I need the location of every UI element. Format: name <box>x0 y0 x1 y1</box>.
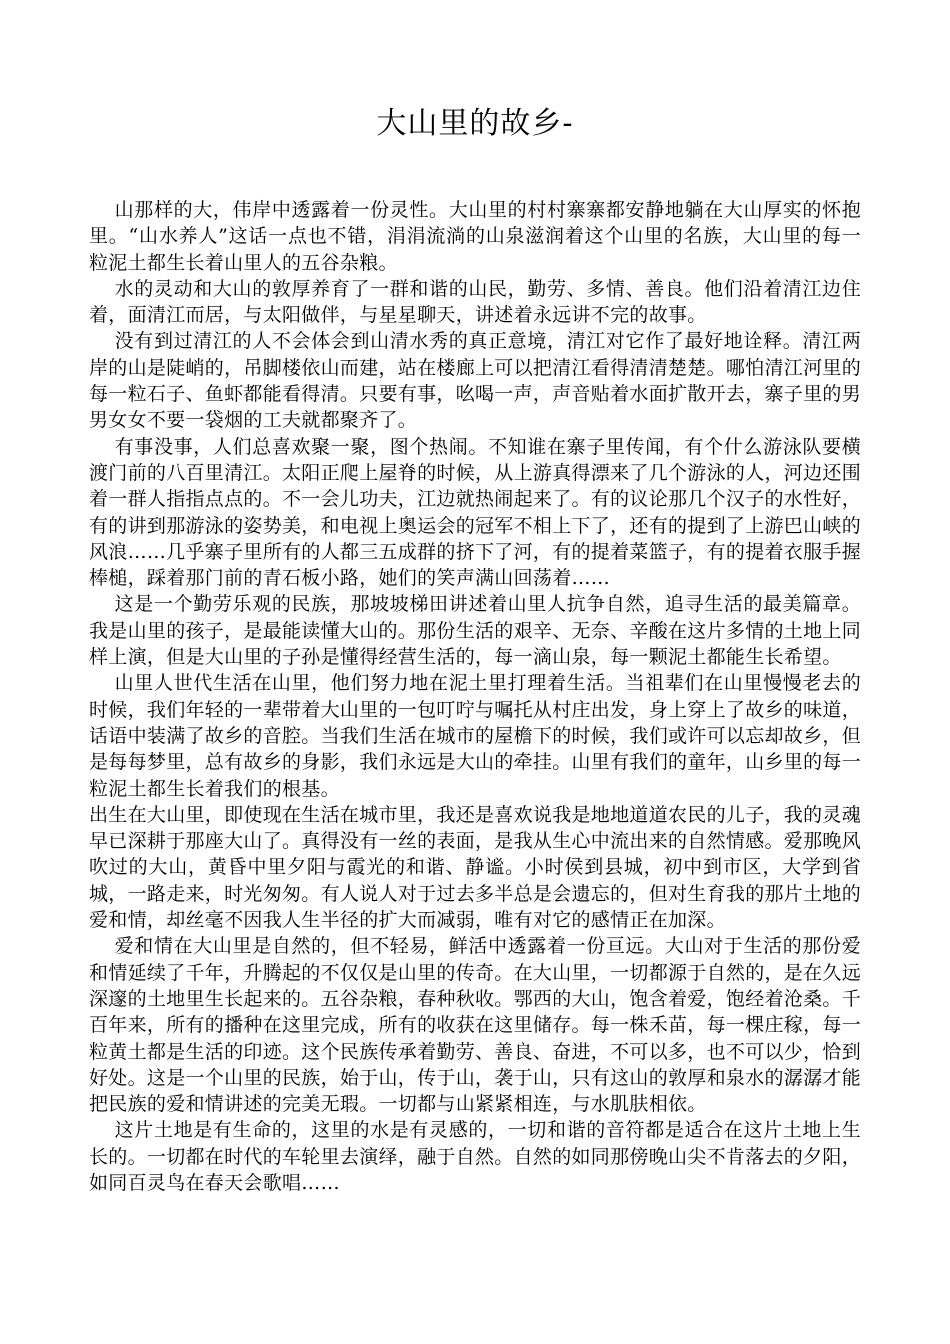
paragraph-7: 出生在大山里，即使现在生活在城市里，我还是喜欢说我是地地道道农民的儿子，我的灵魂早已深耕于那座大山了。真得没有一丝的表面，是我从生心中流出来的自然情感。爱那晚风吹过的大山，黄昏中里夕阳与霞光的和谐、静谧。小时侯到县城，初中到市区，大学到省城，一路走来，时光匆匆。有人说人对于过去多半总是会遗忘的，但对生育我的那片土地的爱和情，却丝毫不因我人生半径的扩大而减弱，唯有对它的感情正在加深。 <box>89 803 862 932</box>
paragraph-1: 山那样的大，伟岸中透露着一份灵性。大山里的村村寨寨都安静地躺在大山厚实的怀抱里。“山水养人”这话一点也不错，涓涓流淌的山泉滋润着这个山里的名族，大山里的每一粒泥土都生长着山里人的五谷杂粮。 <box>89 199 861 274</box>
paragraph-4: 有事没事，人们总喜欢聚一聚，图个热闹。不知谁在寨子里传闻，有个什么游泳队要横渡门前的八百里清江。太阳正爬上屋脊的时候，从上游真得漂来了几个游泳的人，河边还围着一群人指指点点的。不一会儿功夫，江边就热闹起来了。有的议论那几个汉子的水性好，有的讲到那游泳的姿势美，和电视上奥运会的冠军不相上下了，还有的提到了上游巴山峡的风浪……几乎寨子里所有的人都三五成群的挤下了河，有的提着菜篮子，有的提着衣服手握棒槌，踩着那门前的青石板小路，她们的笑声满山回荡着…… <box>89 435 862 590</box>
article-body <box>89 197 861 1196</box>
paragraph-9: 这片土地是有生命的，这里的水是有灵感的，一切和谐的音符都是适合在这片土地上生长的。一切都在时代的车轮里去演绎，融于自然。自然的如同那傍晚山尖不肯落去的夕阳，如同百灵鸟在春天会歌唱…… <box>89 1119 862 1194</box>
paragraph-5: 这是一个勤劳乐观的民族，那坡坡梯田讲述着山里人抗争自然，追寻生活的最美篇章。我是山里的孩子，是最能读懂大山的。那份生活的艰辛、无奈、辛酸在这片多情的土地上同样上演，但是大山里的子孙是懂得经营生活的，每一滴山泉，每一颗泥土都能生长希望。 <box>89 593 862 669</box>
paragraph-2: 水的灵动和大山的敦厚养育了一群和谐的山民，勤劳、多情、善良。他们沿着清江边住着，面清江而居，与太阳做伴，与星星聊天，讲述着永远讲不完的故事。 <box>89 277 861 327</box>
paragraph-6: 山里人世代生活在山里，他们努力地在泥土里打理着生活。当祖辈们在山里慢慢老去的时候，我们年轻的一辈带着大山里的一包叮咛与嘱托从村庄出发，身上穿上了故乡的味道，话语中装满了故乡的音腔。当我们生活在城市的屋檐下的时候，我们或许可以忘却故乡，但是每每梦里，总有故乡的身影，我们永远是大山的牵挂。山里有我们的童年，山乡里的每一粒泥土都生长着我们的根基。 <box>89 672 862 800</box>
document-title: 大山里的故乡- <box>376 106 574 141</box>
paragraph-3: 没有到过清江的人不会体会到山清水秀的真正意境，清江对它作了最好地诠释。清江两岸的山是陡峭的，吊脚楼依山而建，站在楼廊上可以把清江看得清清楚楚。哪怕清江河里的每一粒石子、鱼虾都能看得清。只要有事，吆喝一声，声音贴着水面扩散开去，寨子里的男男女女不要一袋烟的工夫就都聚齐了。 <box>89 330 862 432</box>
paragraph-8: 爱和情在大山里是自然的，但不轻易，鲜活中透露着一份亘远。大山对于生活的那份爱和情延续了千年，升腾起的不仅仅是山里的传奇。在大山里，一切都源于自然的，是在久远深邃的土地里生长起来的。五谷杂粮，春种秋收。鄂西的大山，饱含着爱，饱经着沧桑。千百年来，所有的播种在这里完成，所有的收获在这里储存。每一株禾苗，每一棵庄稼，每一粒黄土都是生活的印迹。这个民族传承着勤劳、善良、奋进，不可以多，也不可以少，恰到好处。这是一个山里的民族，始于山，传于山，袭于山，只有这山的敦厚和泉水的潺潺才能把民族的爱和情讲述的完美无瑕。一切都与山紧紧相连，与水肌肤相依。 <box>89 935 862 1116</box>
